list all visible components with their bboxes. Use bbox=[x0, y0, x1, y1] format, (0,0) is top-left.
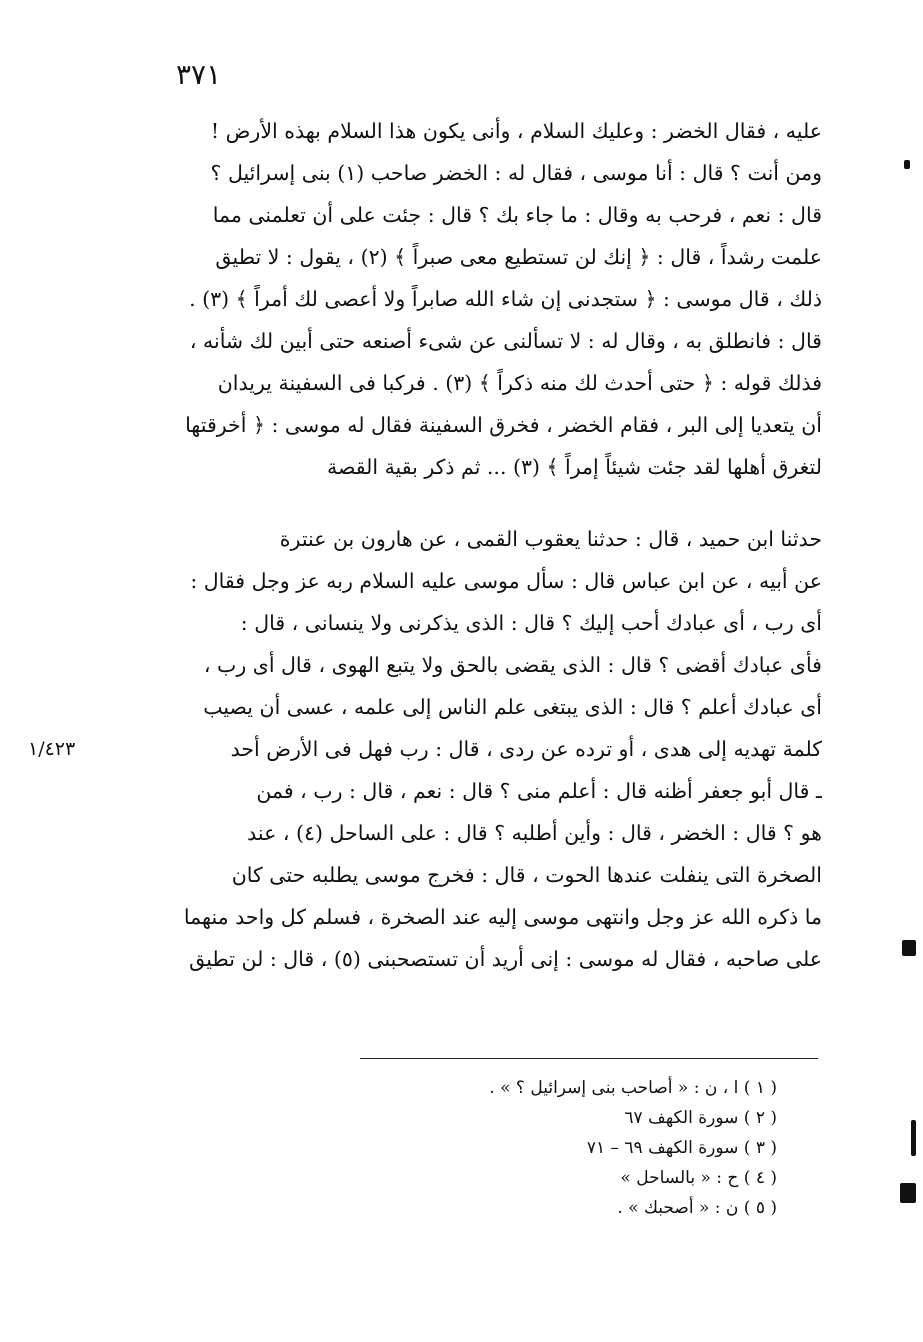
text-line: قال : نعم ، فرحب به وقال : ما جاء بك ؟ قال : جئت على أن تعلمنى مما bbox=[212, 203, 822, 227]
text-line: أى رب ، أى عبادك أحب إليك ؟ قال : الذى يذكرنى ولا ينسانى ، قال : bbox=[240, 611, 822, 635]
page-number: ٣٧١ bbox=[176, 58, 222, 91]
footnote: ( ٢ ) سورة الكهف ٦٧ bbox=[624, 1108, 777, 1128]
text-line: فذلك قوله : ﴿ حتى أحدث لك منه ذكراً ﴾ (٣) . فركبا فى السفينة يريدان bbox=[217, 371, 822, 395]
text-line: الصخرة التى ينفلت عندها الحوت ، قال : فخرج موسى يطلبه حتى كان bbox=[231, 863, 822, 887]
text-line: عليه ، فقال الخضر : وعليك السلام ، وأنى يكون هذا السلام بهذه الأرض ! bbox=[210, 119, 822, 143]
scan-edge-mark bbox=[900, 1183, 916, 1203]
text-line: حدثنا ابن حميد ، قال : حدثنا يعقوب القمى ، عن هارون بن عنترة bbox=[279, 527, 822, 551]
text-line: لتغرق أهلها لقد جئت شيئاً إمراً ﴾ (٣) ... ثم ذكر بقية القصة bbox=[326, 455, 822, 479]
footnote: ( ٣ ) سورة الكهف ٦٩ – ٧١ bbox=[586, 1138, 777, 1158]
main-text bbox=[132, 110, 822, 980]
text-line: ذلك ، قال موسى : ﴿ ستجدنى إن شاء الله صابراً ولا أعصى لك أمراً ﴾ (٣) . bbox=[189, 287, 822, 311]
text-line: كلمة تهديه إلى هدى ، أو ترده عن ردى ، قال : رب فهل فى الأرض أحد bbox=[230, 737, 822, 761]
paragraph-gap bbox=[132, 488, 822, 518]
text-line: أن يتعديا إلى البر ، فقام الخضر ، فخرق السفينة فقال له موسى : ﴿ أخرقتها bbox=[185, 413, 822, 437]
footnote-divider bbox=[360, 1058, 818, 1059]
footnotes bbox=[277, 1073, 777, 1223]
text-line: ومن أنت ؟ قال : أنا موسى ، فقال له : الخضر صاحب (١) بنى إسرائيل ؟ bbox=[210, 161, 822, 185]
text-line: هو ؟ قال : الخضر ، قال : وأين أطلبه ؟ قال : على الساحل (٤) ، عند bbox=[247, 821, 822, 845]
footnote: ( ٤ ) ح : « بالساحل » bbox=[620, 1168, 777, 1188]
scan-edge-mark bbox=[911, 1120, 916, 1156]
text-line: علمت رشداً ، قال : ﴿ إنك لن تستطيع معى صبراً ﴾ (٢) ، يقول : لا تطيق bbox=[215, 245, 822, 269]
scan-edge-mark bbox=[904, 160, 910, 169]
text-line: عن أبيه ، عن ابن عباس قال : سأل موسى عليه السلام ربه عز وجل فقال : bbox=[190, 569, 822, 593]
text-line: على صاحبه ، فقال له موسى : إنى أريد أن تستصحبنى (٥) ، قال : لن تطيق bbox=[189, 947, 822, 971]
text-line: ما ذكره الله عز وجل وانتهى موسى إليه عند الصخرة ، فسلم كل واحد منهما bbox=[183, 905, 822, 929]
text-line: أى عبادك أعلم ؟ قال : الذى يبتغى علم الناس إلى علمه ، عسى أن يصيب bbox=[203, 695, 822, 719]
text-line: فأى عبادك أقضى ؟ قال : الذى يقضى بالحق ولا يتبع الهوى ، قال أى رب ، bbox=[203, 653, 822, 677]
text-line: ـ قال أبو جعفر أظنه قال : أعلم منى ؟ قال : نعم ، قال : رب ، فمن bbox=[256, 779, 822, 803]
text-line: قال : فانطلق به ، وقال له : لا تسألنى عن شىء أصنعه حتى أبين لك شأنه ، bbox=[189, 329, 822, 353]
scan-edge-mark bbox=[902, 940, 916, 956]
footnote: ( ١ ) ا ، ن : « أصاحب بنى إسرائيل ؟ » . bbox=[489, 1078, 777, 1098]
footnote: ( ٥ ) ن : « أصحبك » . bbox=[617, 1198, 777, 1218]
margin-reference: ١/٤٢٣ bbox=[28, 738, 76, 760]
